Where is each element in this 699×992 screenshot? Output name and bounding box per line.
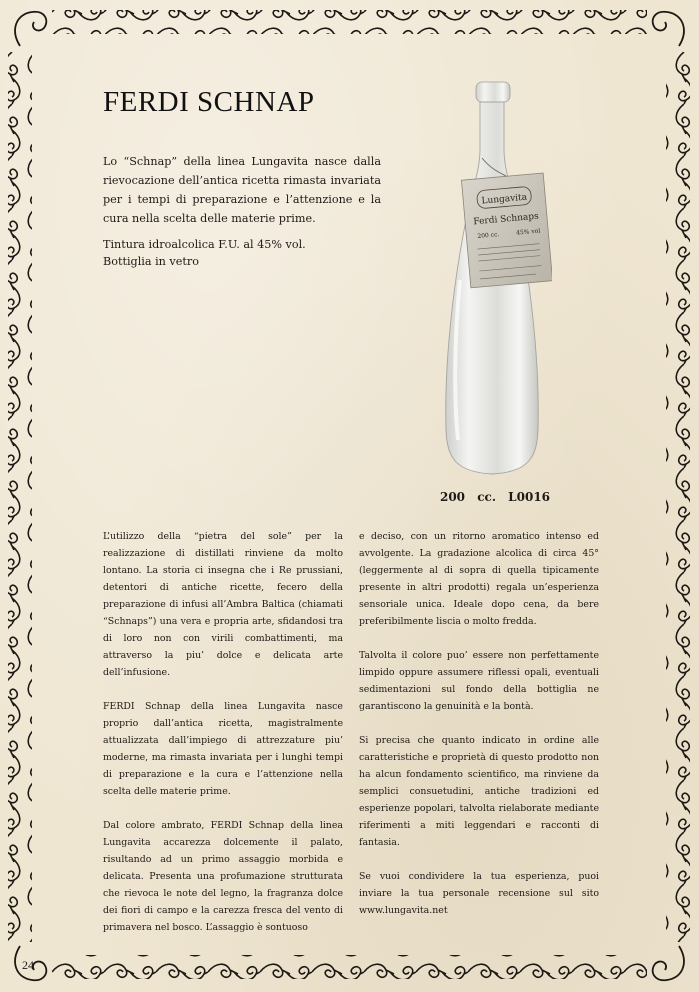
paragraph: Si precisa che quanto indicato in ordine alle caratteristiche e proprietà di questo prodotto non ha alcun fondamento scientifico, ma rinviene da semplici consuetudini, antiche tradizioni ed esperienze popolari, talvolta rielaborate mediante riferimenti a miti leggendari e racconti di fantasia.: [359, 735, 599, 848]
left-text-column: [103, 528, 343, 953]
page-number: 24: [22, 958, 34, 972]
right-text-column: [359, 528, 599, 936]
spec-tincture: Tintura idroalcolica F.U. al 45% vol.: [103, 238, 306, 251]
tag-volume: 200 cc.: [477, 231, 500, 241]
paragraph: Dal colore ambrato, FERDI Schnap della linea Lungavita accarezza dolcemente il palato, risultando ad un primo assaggio morbida e delicata. Presenta una profumazione strutturata che rievoca le note del legno, la fragranza dolce dei fiori di campo e la carezza fresca del vento di primavera nel bosco. L’assaggio è sontuoso: [103, 820, 343, 933]
bottle-caption: 200 cc. L0016: [439, 490, 551, 504]
tag-abv: 45% vol: [515, 227, 541, 237]
paragraph: e deciso, con un ritorno aromatico intenso ed avvolgente. La gradazione alcolica di circa 45° (leggermente al di sopra di quella tipicamente presente in altri prodotti) regala un’esperienza sensoriale unica. Ideale dopo cena, da bere preferibilmente liscia o molto fredda.: [359, 531, 599, 627]
product-bottle-image: [432, 80, 552, 480]
product-specs: [103, 236, 363, 270]
paragraph: FERDI Schnap della linea Lungavita nasce proprio dall’antica ricetta, magistralmente attualizzata dall’impiego di attrezzature piu’ moderne, ma rimasta invariata per i lunghi tempi di preparazione e la cura e l’attenzione nella scelta delle materie prime.: [103, 701, 343, 797]
tag-brand: Lungavita: [481, 192, 528, 207]
intro-paragraph: Lo “Schnap” della linea Lungavita nasce dalla rievocazione dell’antica ricetta rimasta invariata per i tempi di preparazione e l’attenzione e la cura nella scelta delle materie prime.: [103, 155, 381, 225]
paragraph: Talvolta il colore puo’ essere non perfettamente limpido oppure assumere riflessi opali, eventuali sedimentazioni sul fondo della bottiglia ne garantiscono la genuinità e la bontà.: [359, 650, 599, 712]
spec-bottle: Bottiglia in vetro: [103, 255, 199, 268]
page-title: FERDI SCHNAP: [103, 86, 315, 118]
paragraph: L’utilizzo della “pietra del sole” per la realizzazione di distillati rinviene da molto lontano. La storia ci insegna che i Re prussiani, detentori di antiche ricette, fecero della preparazione di infusi all’Ambra Baltica (chiamati “Schnaps”) una vera e propria arte, sfidandosi tra di loro non con virili combattimenti, ma attraverso la piu’ dolce e delicata arte dell’infusione.: [103, 531, 343, 678]
paragraph: Se vuoi condividere la tua esperienza, puoi inviare la tua personale recensione sul sito www.lungavita.net: [359, 871, 599, 916]
tag-product-name: Ferdi Schnaps: [473, 211, 540, 228]
